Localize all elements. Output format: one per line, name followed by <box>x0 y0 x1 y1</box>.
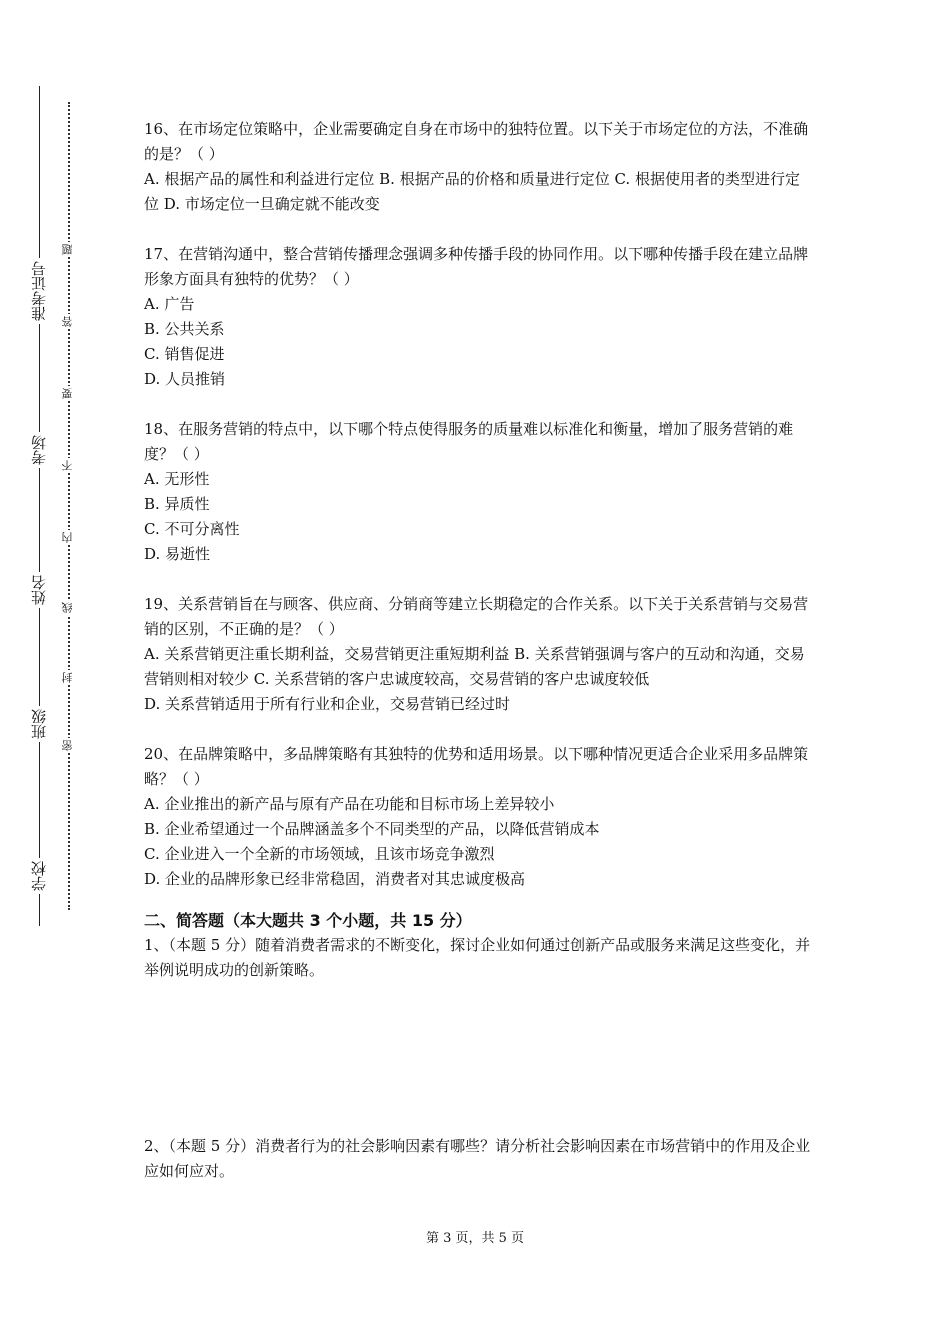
seal-char: 不 <box>61 460 74 471</box>
exam-content <box>144 117 814 1184</box>
short-answer-prompt: 1、（本题 5 分）随着消费者需求的不断变化，探讨企业如何通过创新产品或服务来满足这些变化，并举例说明成功的创新策略。 <box>144 936 811 979</box>
field-school: 学校 <box>30 858 48 894</box>
seal-char: 线 <box>61 602 74 613</box>
page-footer: 第 3 页，共 5 页 <box>425 1231 525 1246</box>
question-stem: 19、关系营销旨在与顾客、供应商、分销商等建立长期稳定的合作关系。以下关于关系营销与交易营销的区别，不正确的是？（ ） <box>144 595 809 638</box>
option-d: D. 易逝性 <box>144 545 211 563</box>
option-a: A. 广告 <box>144 295 195 313</box>
question-stem: 16、在市场定位策略中，企业需要确定自身在市场中的独特位置。以下关于市场定位的方法，不准确的是？（ ） <box>144 120 809 163</box>
option-d: D. 企业的品牌形象已经非常稳固，消费者对其忠诚度极高 <box>144 870 526 888</box>
section-title: 二、简答题（本大题共 3 个小题，共 15 分） <box>144 911 472 930</box>
option-b: B. 公共关系 <box>144 320 225 338</box>
field-exam-room: 考场 <box>30 432 48 468</box>
question-stem: 17、在营销沟通中，整合营销传播理念强调多种传播手段的协同作用。以下哪种传播手段在建立品牌形象方面具有独特的优势？（ ） <box>144 245 809 288</box>
option-a: A. 无形性 <box>144 470 210 488</box>
question-16 <box>144 117 814 217</box>
option-d: D. 人员推销 <box>144 370 226 388</box>
seal-char: 题 <box>61 244 74 255</box>
margin-solid-line <box>39 86 40 926</box>
field-class: 班级 <box>30 706 48 742</box>
field-exam-number: 准考证号 <box>30 258 48 324</box>
option-b: B. 异质性 <box>144 495 210 513</box>
option-c: C. 不可分离性 <box>144 520 240 538</box>
option-c: C. 企业进入一个全新的市场领域，且该市场竞争激烈 <box>144 845 495 863</box>
question-20 <box>144 742 814 892</box>
option-b: B. 企业希望通过一个品牌涵盖多个不同类型的产品，以降低营销成本 <box>144 820 600 838</box>
question-stem: 18、在服务营销的特点中，以下哪个特点使得服务的质量难以标准化和衡量，增加了服务营销的难度？（ ） <box>144 420 794 463</box>
option-a: A. 企业推出的新产品与原有产品在功能和目标市场上差异较小 <box>144 795 555 813</box>
seal-dotted-line <box>68 102 70 910</box>
question-options: A. 关系营销更注重长期利益，交易营销更注重短期利益 B. 关系营销强调与客户的互动和沟通，交易营销则相对较少 C. 关系营销的客户忠诚度较高，交易营销的客户忠诚度较低 <box>144 645 805 688</box>
question-19 <box>144 592 814 717</box>
seal-char: 答 <box>61 316 74 327</box>
option-d: D. 关系营销适用于所有行业和企业，交易营销已经过时 <box>144 695 511 713</box>
question-17 <box>144 242 814 392</box>
question-options: A. 根据产品的属性和利益进行定位 B. 根据产品的价格和质量进行定位 C. 根据使用者的类型进行定位 D. 市场定位一旦确定就不能改变 <box>144 170 800 213</box>
seal-char: 内 <box>61 532 74 543</box>
seal-char: 密 <box>61 740 74 751</box>
question-18 <box>144 417 814 567</box>
field-name: 姓名 <box>30 572 48 608</box>
seal-char: 要 <box>61 388 74 399</box>
seal-char: 封 <box>61 672 74 683</box>
binding-margin <box>0 0 100 1344</box>
short-answer-2 <box>144 1134 814 1184</box>
short-answer-1 <box>144 933 814 983</box>
option-c: C. 销售促进 <box>144 345 225 363</box>
short-answer-prompt: 2、（本题 5 分）消费者行为的社会影响因素有哪些？请分析社会影响因素在市场营销中的作用及企业应如何应对。 <box>144 1137 811 1180</box>
question-stem: 20、在品牌策略中，多品牌策略有其独特的优势和适用场景。以下哪种情况更适合企业采用多品牌策略？（ ） <box>144 745 809 788</box>
